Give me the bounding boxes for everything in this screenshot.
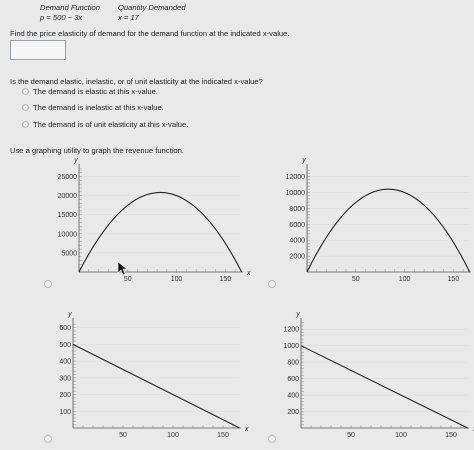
y-tick-label: 100: [59, 408, 71, 416]
y-tick-label: 10000: [285, 189, 305, 197]
y-tick-label: 200: [287, 409, 299, 417]
graph-a-radio[interactable]: [44, 280, 52, 288]
y-tick-label: 200: [59, 392, 71, 400]
graph-b-radio[interactable]: [268, 280, 276, 288]
quantity-demanded-label: Quantity Demanded: [118, 3, 186, 12]
y-tick-label: 12000: [285, 174, 305, 182]
question-demand-type: Is the demand elastic, inelastic, or of unit elasticity at the indicated x-value?: [10, 77, 263, 86]
x-axis-label: x: [247, 270, 251, 277]
y-tick-label: 1200: [283, 326, 299, 334]
quantity-demanded-value: x = 17: [118, 13, 139, 22]
y-tick-label: 600: [59, 325, 71, 333]
x-tick-label: 150: [219, 276, 232, 283]
y-axis-label: y: [74, 157, 78, 164]
y-tick-label: 1000: [283, 343, 299, 351]
graph-c-radio[interactable]: [44, 435, 52, 443]
demand-function-label: Demand Function: [40, 3, 100, 12]
option-elastic-label[interactable]: The demand is elastic at this x-value.: [33, 87, 158, 96]
question-graph-revenue: Use a graphing utility to graph the revenue function.: [10, 146, 184, 155]
x-tick-label: 50: [351, 276, 360, 283]
x-tick-label: 100: [167, 432, 179, 439]
x-tick-label: 100: [395, 432, 407, 439]
graph-d-radio[interactable]: [268, 435, 276, 443]
x-tick-label: 50: [347, 432, 355, 439]
option-unit-elastic-label[interactable]: The demand is of unit elasticity at this x-value.: [33, 120, 189, 129]
y-tick-label: 10000: [57, 231, 77, 239]
x-tick-label: 50: [119, 432, 127, 439]
x-tick-label: 100: [398, 276, 411, 283]
y-tick-label: 400: [59, 358, 71, 366]
y-axis-label: y: [68, 311, 72, 318]
y-tick-label: 400: [287, 392, 299, 400]
revenue-curve: [301, 346, 468, 428]
y-tick-label: 8000: [289, 205, 305, 213]
x-axis-label: x: [245, 426, 249, 433]
y-tick-label: 25000: [57, 174, 77, 182]
y-tick-label: 2000: [289, 253, 305, 261]
y-tick-label: 4000: [289, 237, 305, 245]
x-tick-label: 150: [445, 432, 457, 439]
demand-function-value: p = 500 − 3x: [40, 13, 83, 22]
x-tick-label: 100: [170, 276, 183, 283]
y-tick-label: 800: [287, 359, 299, 367]
y-tick-label: 300: [59, 375, 71, 383]
y-tick-label: 500: [59, 341, 71, 349]
x-tick-label: 150: [217, 432, 229, 439]
y-tick-label: 20000: [57, 193, 77, 201]
x-tick-label: 150: [447, 276, 460, 283]
y-tick-label: 15000: [57, 212, 77, 220]
y-tick-label: 6000: [289, 221, 305, 229]
question-elasticity: Find the price elasticity of demand for the demand function at the indicated x-value.: [10, 29, 290, 38]
y-tick-label: 600: [287, 376, 299, 384]
x-tick-label: 50: [123, 276, 132, 283]
y-axis-label: y: [302, 157, 306, 164]
y-tick-label: 5000: [61, 250, 77, 258]
y-axis-label: y: [296, 311, 300, 318]
option-inelastic-label[interactable]: The demand is inelastic at this x-value.: [33, 103, 164, 112]
